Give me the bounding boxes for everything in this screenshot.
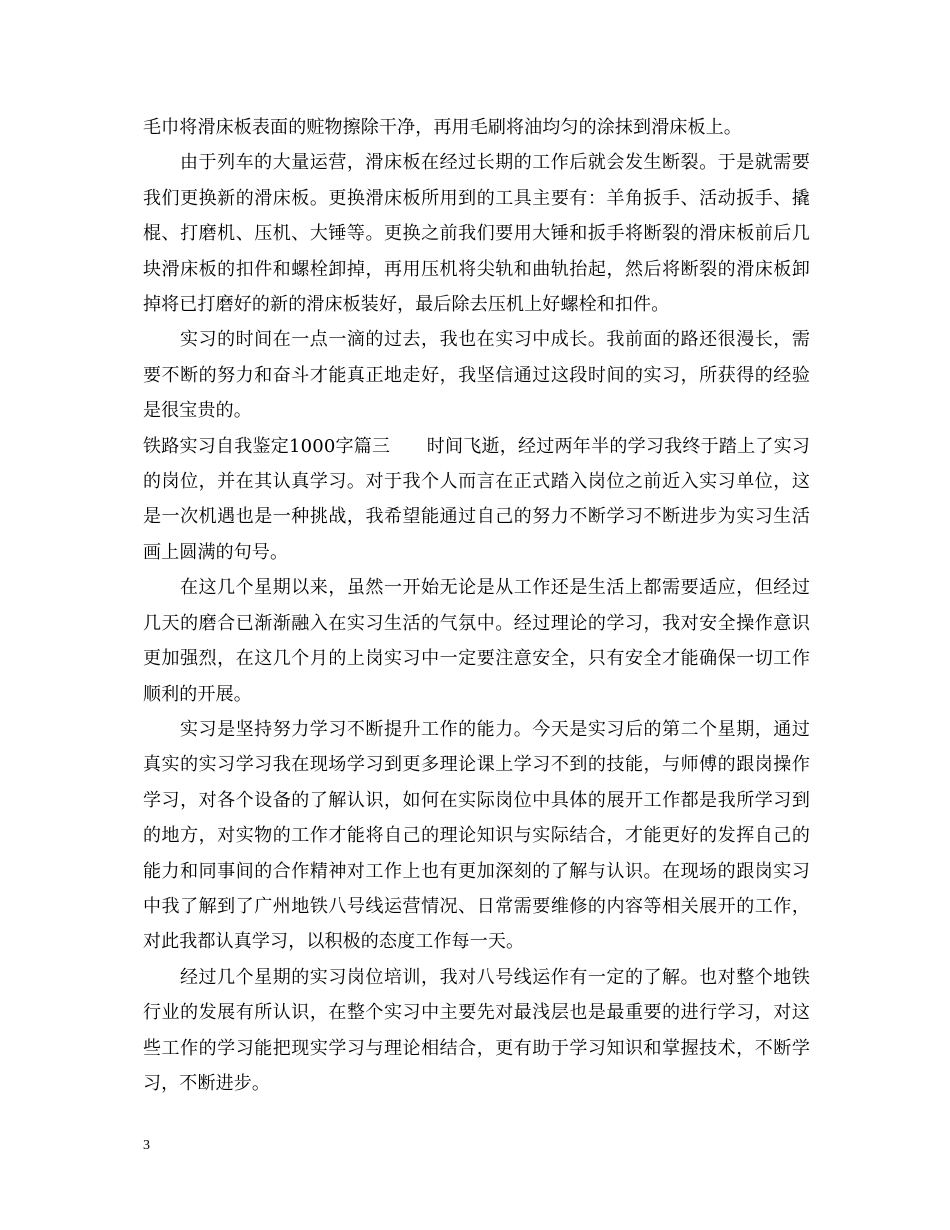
- paragraph-adaptation: 在这几个星期以来，虽然一开始无论是从工作还是生活上都需要适应，但经过几天的磨合已渐渐融入在实习生活的气氛中。经过理论的学习，我对安全操作意识更加强烈，在这几个月的上岗实习中一定要注意安全，只有安全才能确保一切工作顺利的开展。: [143, 577, 810, 705]
- document-body: [143, 110, 810, 1101]
- section-heading-paragraph: 铁路实习自我鉴定1000字篇三 时间飞逝，经过两年半的学习我终于踏上了实习的岗位，并在其认真学习。对于我个人而言在正式踏入岗位之前近入实习单位，这是一次机遇也是一种挑战，我希望能通过自己的努力不断学习不断进步为实习生活画上圆满的句号。: [143, 435, 810, 563]
- paragraph-continued: 毛巾将滑床板表面的赃物擦除干净，再用毛刷将油均匀的涂抹到滑床板上。: [143, 117, 742, 138]
- paragraph-skills: 实习是坚持努力学习不断提升工作的能力。今天是实习后的第二个星期，通过真实的实习学习我在现场学习到更多理论课上学习不到的技能，与师傅的跟岗操作学习，对各个设备的了解认识，如何在实际岗位中具体的展开工作都是我所学习到的地方，对实物的工作才能将自己的理论知识与实际结合，才能更好的发挥自己的能力和同事间的合作精神对工作上也有更加深刻的了解与认识。在现场的跟岗实习中我了解到了广州地铁八号线运营情况、日常需要维修的内容等相关展开的工作，对此我都认真学习，以积极的态度工作每一天。: [143, 718, 810, 953]
- page-number: 3: [143, 1138, 150, 1153]
- paragraph-training: 经过几个星期的实习岗位培训，我对八号线运作有一定的了解。也对整个地铁行业的发展有所认识，在整个实习中主要先对最浅层也是最重要的进行学习，对这些工作的学习能把现实学习与理论相结合，更有助于学习知识和掌握技术，不断学习，不断进步。: [143, 966, 810, 1094]
- paragraph-internship-growth: 实习的时间在一点一滴的过去，我也在实习中成长。我前面的路还很漫长，需要不断的努力和奋斗才能真正地走好，我坚信通过这段时间的实习，所获得的经验是很宝贵的。: [143, 329, 810, 422]
- paragraph-slide-plate-replacement: 由于列车的大量运营，滑床板在经过长期的工作后就会发生断裂。于是就需要我们更换新的滑床板。更换滑床板所用到的工具主要有：羊角扳手、活动扳手、撬棍、打磨机、压机、大锤等。更换之前我们要用大锤和扳手将断裂的滑床板前后几块滑床板的扣件和螺栓卸掉，再用压机将尖轨和曲轨抬起，然后将断裂的滑床板卸掉将已打磨好的新的滑床板装好，最后除去压机上好螺栓和扣件。: [143, 152, 810, 316]
